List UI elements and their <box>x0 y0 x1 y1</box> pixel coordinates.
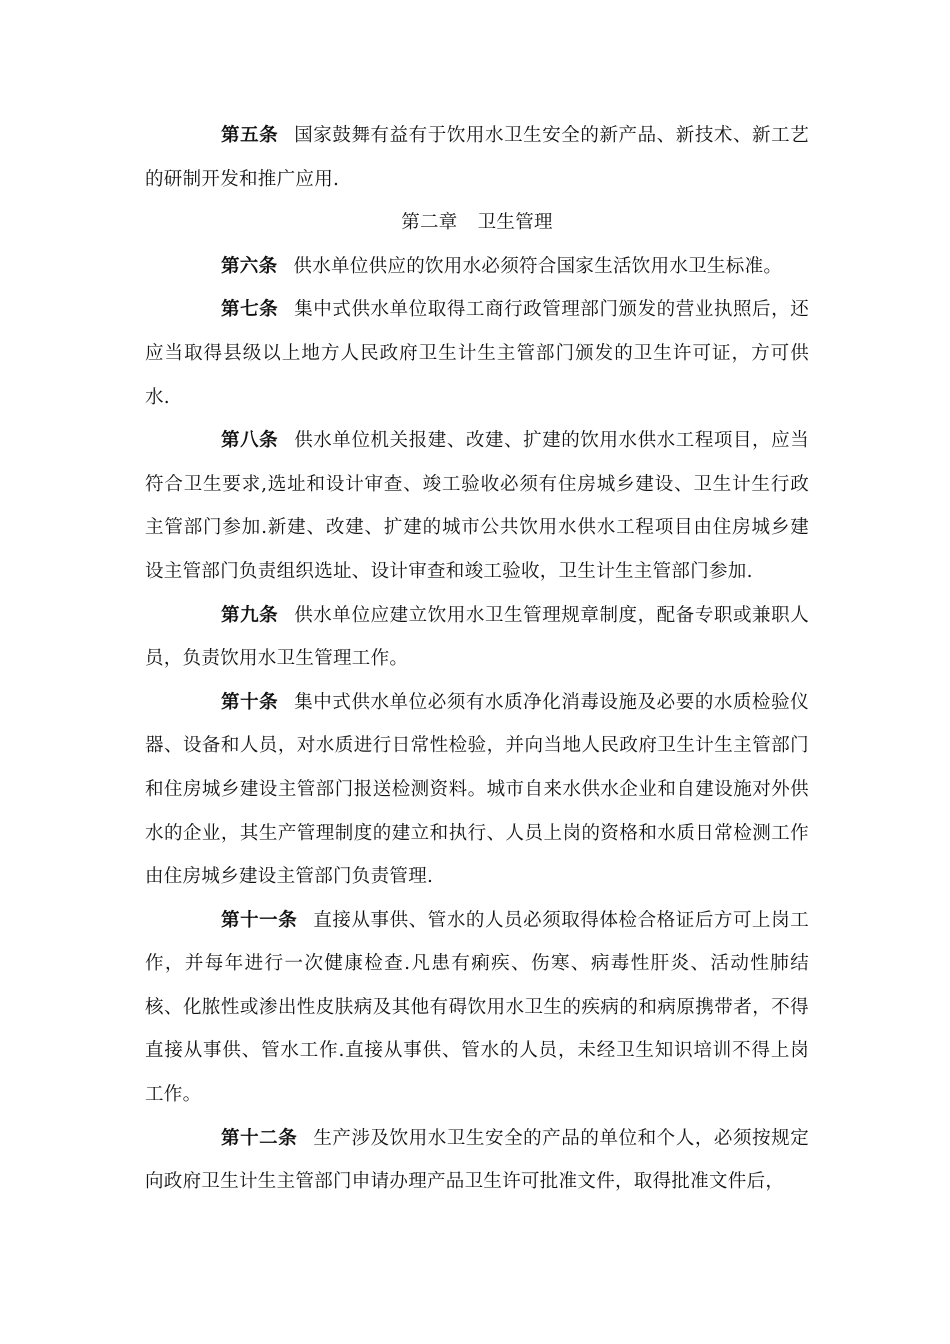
article-text: 供水单位应建立饮用水卫生管理规章制度，配备专职或兼职人员，负责饮用水卫生管理工作。 <box>145 604 809 670</box>
article-7 <box>145 288 809 419</box>
chapter-title: 卫生管理 <box>477 212 553 234</box>
article-text: 集中式供水单位必须有水质净化消毒设施及必要的水质检验仪器、设备和人员，对水质进行日常性检验，并向当地人民政府卫生计生主管部门和住房城乡建设主管部门报送检测资料。城市自来水供水企业和自建设施对外供水的企业，其生产管理制度的建立和执行、人员上岗的资格和水质日常检测工作由住房城乡建设主管部门负责管理. <box>145 691 809 888</box>
article-11 <box>145 899 809 1117</box>
article-number: 第十一条 <box>221 909 298 931</box>
article-number: 第五条 <box>221 125 279 146</box>
article-text: 直接从事供、管水的人员必须取得体检合格证后方可上岗工作，并每年进行一次健康检查.凡患有痢疾、伤寒、病毒性肝炎、活动性肺结核、化脓性或渗出性皮肤病及其他有碍饮用水卫生的疾病的和病原携带者，不得直接从事供、管水工作.直接从事供、管水的人员，未经卫生知识培训不得上岗工作。 <box>145 909 809 1106</box>
document-page <box>145 114 809 1204</box>
chapter-heading <box>145 201 809 245</box>
article-text: 国家鼓舞有益有于饮用水卫生安全的新产品、新技术、新工艺的研制开发和推广应用. <box>145 125 809 190</box>
chapter-number: 第二章 <box>401 212 458 234</box>
article-text: 生产涉及饮用水卫生安全的产品的单位和个人，必须按规定向政府卫生计生主管部门申请办理产品卫生许可批准文件，取得批准文件后， <box>145 1127 809 1193</box>
article-6 <box>145 245 809 289</box>
article-text: 供水单位供应的饮用水必须符合国家生活饮用水卫生标准。 <box>293 255 783 277</box>
article-10 <box>145 681 809 899</box>
article-number: 第六条 <box>221 255 278 277</box>
article-9 <box>145 594 809 681</box>
article-text: 集中式供水单位取得工商行政管理部门颁发的营业执照后，还应当取得县级以上地方人民政府卫生计生主管部门颁发的卫生许可证，方可供水. <box>145 299 809 408</box>
article-number: 第九条 <box>221 604 279 626</box>
article-12 <box>145 1117 809 1204</box>
article-text: 供水单位机关报建、改建、扩建的饮用水供水工程项目，应当符合卫生要求,选址和设计审查、竣工验收必须有住房城乡建设、卫生计生行政主管部门参加.新建、改建、扩建的城市公共饮用水供水工程项目由住房城乡建设主管部门负责组织选址、设计审查和竣工验收，卫生计生主管部门参加. <box>145 430 809 582</box>
article-number: 第十二条 <box>221 1127 298 1149</box>
article-number: 第十条 <box>221 691 279 713</box>
article-number: 第八条 <box>221 430 279 452</box>
article-5 <box>145 114 809 201</box>
article-8 <box>145 419 809 593</box>
article-number: 第七条 <box>221 299 279 321</box>
